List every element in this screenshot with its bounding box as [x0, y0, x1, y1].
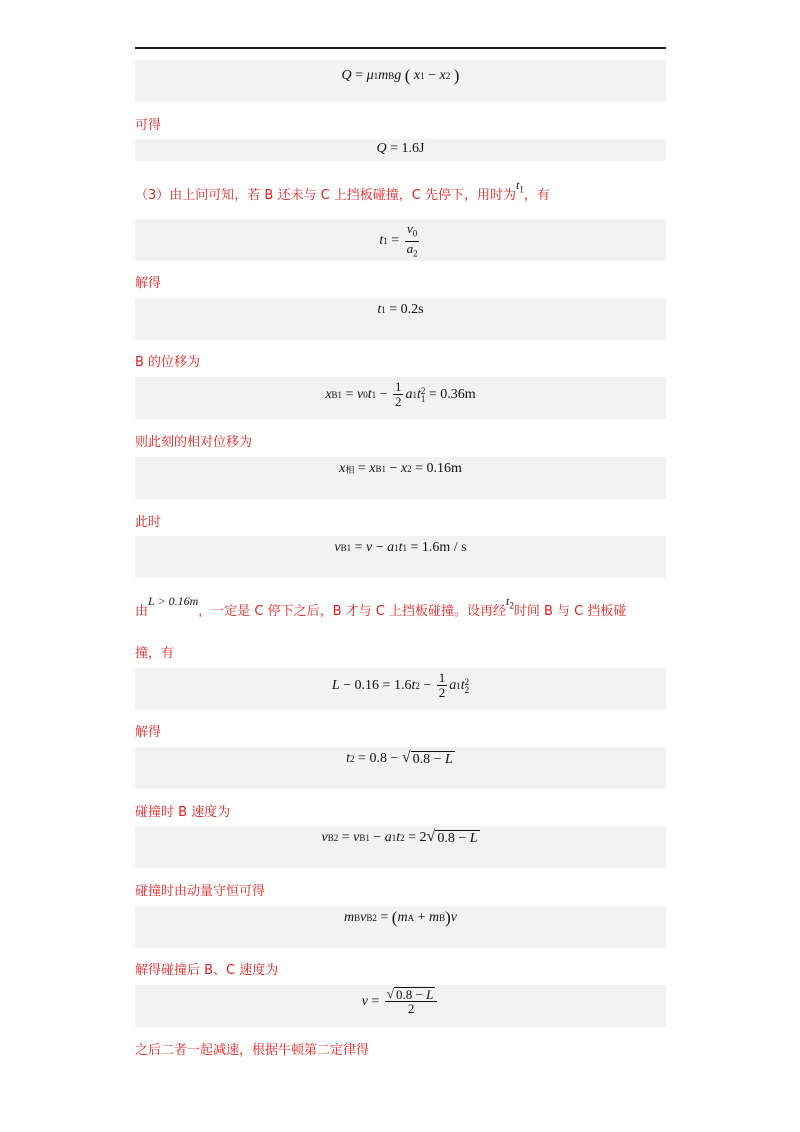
subscript: 2 [509, 600, 514, 611]
text-line [135, 178, 550, 204]
equation-box [135, 377, 666, 419]
eq-value: 0.16m [426, 461, 462, 476]
equation-t1-value: t 1 = 0.2s [377, 302, 424, 317]
equation-final-velocity: v = √ 0.8 − L 2 [362, 987, 440, 1016]
equation-box [135, 826, 666, 868]
inline-condition: L > 0.16m [148, 594, 199, 608]
text-line: 碰撞时 B 速度为 [135, 805, 231, 820]
text-line: 此时 [135, 515, 162, 530]
equation-box [135, 536, 666, 578]
equation-box [135, 747, 666, 789]
equation-xB1: x B1 = v 0 t 1 − $\frac{1}{2}$ a 1 t 2 1 = 0.36m [325, 379, 476, 409]
equation-relative-displacement: x 相 = x B1 − x 2 = 0.16m [339, 461, 462, 476]
text-fragment: ，一定是 C 停下之后，B 才与 C 上挡板碰撞。设再经 [198, 604, 506, 619]
eq-number: 0.8 [437, 831, 455, 846]
equation-box [135, 219, 666, 261]
text-line: 解得 [135, 276, 162, 291]
text-line: 撞，有 [135, 646, 175, 661]
text-line: 可得 [135, 118, 162, 133]
eq-number: 2 [419, 830, 427, 845]
symbol: t [506, 594, 510, 608]
text-fragment: （3）由上问可知，若 B 还未与 C 上挡板碰撞，C 先停下，用时为 [135, 188, 517, 203]
eq-value: 0.36m [440, 386, 476, 402]
equation-t1-def: t 1 = $\frac{v_0}{a_2}$ [379, 221, 418, 259]
text-fragment: ，有 [523, 188, 550, 203]
text-line: B 的位移为 [135, 355, 201, 370]
inline-symbol-t1 [516, 178, 524, 194]
inline-symbol-t2 [506, 594, 514, 610]
text-line: 则此刻的相对位移为 [135, 435, 253, 450]
top-rule [135, 47, 666, 49]
eq-number: 0.8 [395, 987, 413, 1002]
equation-t2-value: t 2 = 0.8 − √ 0.8 − L [346, 749, 453, 767]
eq-number: 2 [407, 1001, 415, 1016]
eq-number: 1.6 [393, 677, 412, 693]
text-fragment: 时间 B 与 C 挡板碰 [513, 604, 627, 619]
text-line: 碰撞时由动量守恒可得 [135, 884, 266, 899]
equation-box [135, 985, 666, 1027]
equation-heat-formula: Q = μ 1 m B g ( x 1 − x 2 ) [341, 66, 460, 85]
text-fragment: 由 [135, 604, 149, 619]
equation-box [135, 139, 666, 161]
equation-heat-value: Q = 1.6J [376, 141, 425, 156]
eq-number: 0.16 [354, 677, 380, 693]
symbol: t [516, 178, 520, 192]
subscript: 1 [519, 184, 524, 195]
equation-box [135, 906, 666, 948]
equation-collision-condition: L − 0.16 = 1.6 t 2 − $\frac{1}{2}$ a 1 t 2 2 [331, 670, 470, 700]
equation-box [135, 668, 666, 710]
text-line: 之后二者一起减速，根据牛顿第二定律得 [135, 1043, 370, 1058]
equation-box [135, 457, 666, 499]
eq-number: 0.8 [412, 752, 431, 767]
eq-value: 1.6J [401, 141, 425, 156]
eq-number: 0.8 [369, 751, 387, 766]
eq-value: 0.2s [400, 302, 424, 317]
equation-vB2: v B2 = v B1 − a 1 t 2 = 2 √ 0.8 − L [321, 828, 478, 846]
equation-box [135, 298, 666, 340]
text-line [135, 594, 627, 620]
text-line: 解得 [135, 725, 162, 740]
equation-vB1: v B1 = v − a 1 t 1 = 1.6m / s [334, 540, 467, 555]
equation-momentum: m B v B2 = ( m A + m B ) v [343, 908, 457, 927]
text-line: 解得碰撞后 B、C 速度为 [135, 963, 279, 978]
eq-value: 1.6m / s [421, 540, 467, 555]
equation-box [135, 60, 666, 102]
